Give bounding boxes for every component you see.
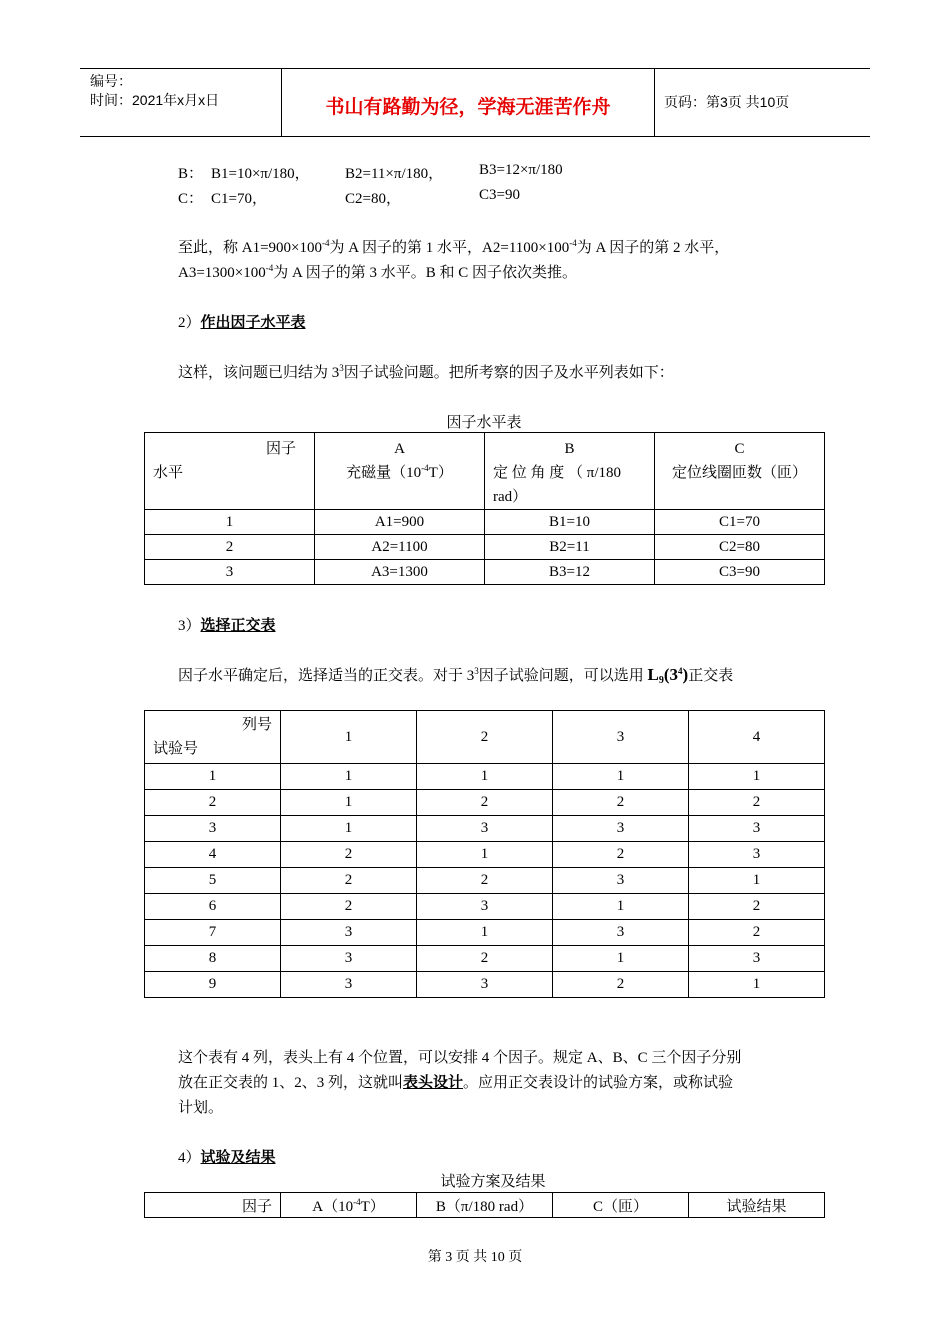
- page-footer: 第 3 页 共 10 页: [427, 1250, 523, 1265]
- header-top-rule: [80, 68, 870, 69]
- result-col-c: C（匝）: [553, 1193, 689, 1218]
- table-row: 6 2 3 1 2: [145, 894, 825, 920]
- time-label: 时间：2021年x月x日: [90, 92, 220, 108]
- paragraph-factor-intro: 这样，该问题已归结为 $3^3$因子试验问题。把所考察的因子及水平列表如下：: [178, 363, 674, 381]
- paragraph-header-design-line3: 计划。: [178, 1100, 224, 1116]
- header-meta: [90, 72, 219, 110]
- result-col-a: $A(10^{-4}T)$: [281, 1193, 417, 1218]
- result-col-result: 试验结果: [689, 1193, 825, 1218]
- paragraph-header-design-line2: 放在正交表的 1、2、3 列，这就叫表头设计。应用正交表设计的试验方案，或称试验: [178, 1075, 734, 1091]
- paragraph-levels-line1: 至此，称 $A1=900\times 100^{-4}$为 A 因子的第 1 水平，$A2=1100\times 100^{-4}$为 A 因子的第 2 水平，: [178, 238, 730, 256]
- table-row: 3 A3=1300 B3=12 C3=90: [145, 560, 825, 585]
- table-row: 5 2 2 3 1: [145, 868, 825, 894]
- header-design-link[interactable]: 表头设计: [403, 1075, 464, 1091]
- result-factor-header: 因子: [145, 1193, 281, 1218]
- orthogonal-table: [144, 710, 825, 998]
- header-divider: [281, 69, 282, 136]
- result-table-caption: 试验方案及结果: [440, 1174, 546, 1190]
- ortho-column-header: 4: [689, 711, 825, 764]
- paragraph-ortho-intro: 因子水平确定后，选择适当的正交表。对于 $3^3$因子试验问题，可以选用 $L_9(3^4)$正交表: [178, 665, 734, 686]
- step-3-heading: 3）选择正交表: [178, 618, 276, 634]
- paragraph-header-design-line1: 这个表有 4 列，表头上有 4 个位置，可以安排 4 个因子。规定 A、B、C 三个因子分别: [178, 1050, 742, 1066]
- header-divider: [654, 69, 655, 136]
- table-row: 3 1 3 3 3: [145, 816, 825, 842]
- factor-level-table: [144, 432, 825, 585]
- table-row: 2 1 2 2 2: [145, 790, 825, 816]
- table-row: 4 2 1 2 3: [145, 842, 825, 868]
- table-row: 8 3 2 1 3: [145, 946, 825, 972]
- factor-a-header: A 充磁量$(10^{-4}T)$: [315, 433, 485, 510]
- result-table: [144, 1192, 825, 1218]
- table-row: 2 A2=1100 B2=11 C2=80: [145, 535, 825, 560]
- table-row: 7 3 1 3 2: [145, 920, 825, 946]
- table-row: 9 3 3 2 1: [145, 972, 825, 998]
- table-row: 1 A1=900 B1=10 C1=70: [145, 510, 825, 535]
- factor-table-diagonal-header: 因子 水平: [145, 433, 315, 510]
- factor-c-header: C 定位线圈匝数（匝）: [655, 433, 825, 510]
- step-2-heading: 2）作出因子水平表: [178, 315, 306, 331]
- header-bottom-rule: [80, 136, 870, 137]
- factor-table-caption: 因子水平表: [446, 415, 522, 431]
- ortho-column-header: 1: [281, 711, 417, 764]
- ortho-column-header: 2: [417, 711, 553, 764]
- step-4-heading: 4）试验及结果: [178, 1150, 276, 1166]
- factor-b-header: B 定 位 角 度 （ π/180 rad）: [485, 433, 655, 510]
- ortho-diagonal-header: 列号 试验号: [145, 711, 281, 764]
- header-page-info: 页码：第3页 共10页: [664, 94, 790, 110]
- ortho-column-header: 3: [553, 711, 689, 764]
- serial-label: 编号：: [90, 73, 132, 89]
- header-motto: 书山有路勤为径，学海无涯苦作舟: [325, 96, 611, 118]
- paragraph-levels-line2: $A3=1300\times 100^{-4}$为 A 因子的第 3 水平。B 和 C 因子依次类推。: [178, 263, 578, 281]
- result-col-b: B（π/180 rad）: [417, 1193, 553, 1218]
- table-row: 1 1 1 1 1: [145, 764, 825, 790]
